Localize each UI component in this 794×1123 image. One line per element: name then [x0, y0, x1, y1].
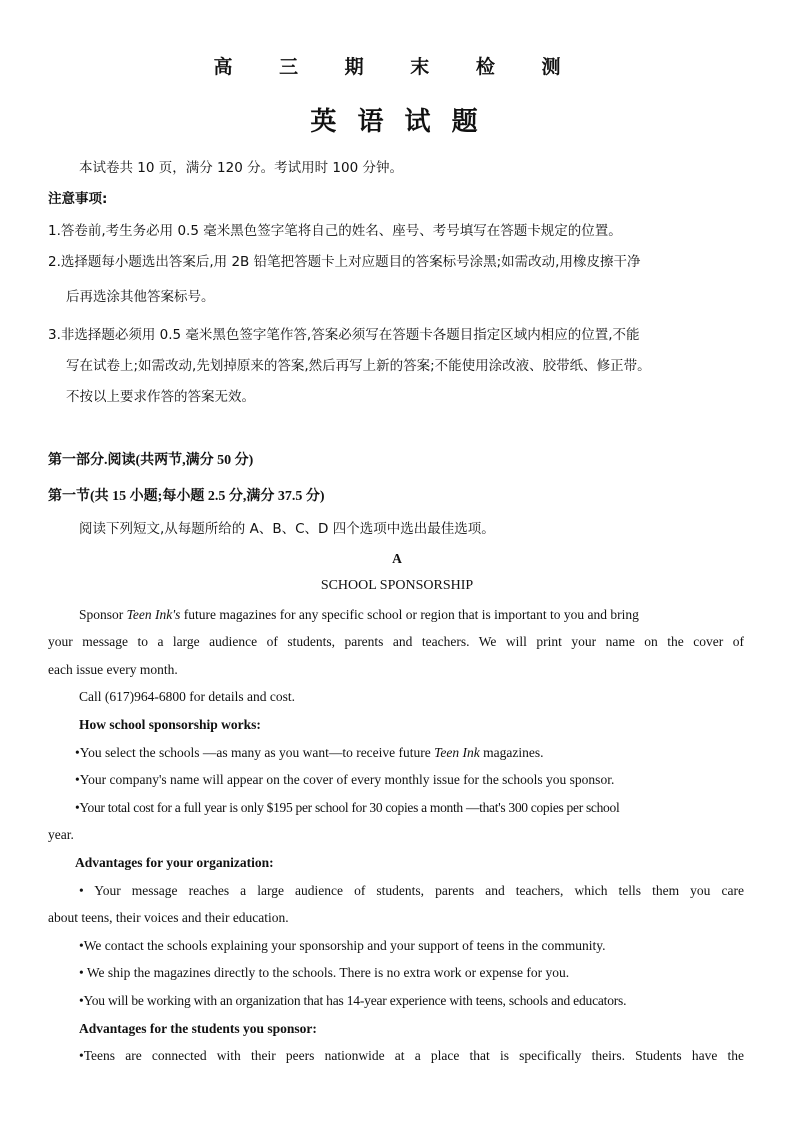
note-item-3-line-3: 不按以上要求作答的答案无效。	[66, 389, 255, 405]
advantages-org-heading: Advantages for your organization:	[75, 855, 274, 870]
p1-text-b: future magazines for any specific school or region that is important to you and bring	[180, 607, 639, 622]
passage-p1-line-1	[79, 606, 744, 624]
bullet-teens-connected: •Teens are connected with their peers nationwide at a place that is specifically theirs. Students have the	[79, 1048, 744, 1063]
bullet-company-name: •Your company's name will appear on the cover of every monthly issue for the schools you sponsor.	[75, 772, 615, 787]
note-item-3-line-1: 3.非选择题必须用 0.5 毫米黑色签字笔作答,答案必须写在答题卡各题目指定区域内相应的位置,不能	[48, 327, 640, 343]
bullet-contact-schools: •We contact the schools explaining your sponsorship and your support of teens in the community.	[79, 938, 606, 953]
exam-intro: 本试卷共 10 页，满分 120 分。考试用时 100 分钟。	[79, 160, 403, 176]
passage-label: A	[392, 551, 402, 566]
bullet-ship-magazines: • We ship the magazines directly to the schools. There is no extra work or expense for you.	[79, 965, 570, 980]
notes-heading: 注意事项:	[48, 191, 108, 207]
bullet-message-line-1: • Your message reaches a large audience of students, parents and teachers, which tells them you care	[79, 883, 744, 898]
passage-p1-line-3: each issue every month.	[48, 662, 178, 677]
bullet-cost-line-1: •Your total cost for a full year is only $195 per school for 30 copies a month —that's 300 copies per school	[75, 800, 620, 815]
bullet-message-line-2: about teens, their voices and their education.	[48, 910, 289, 925]
note-item-1: 1.答卷前,考生务必用 0.5 毫米黑色签字笔将自己的姓名、座号、考号填写在答题卡规定的位置。	[48, 223, 622, 239]
note-item-2-line-2: 后再选涂其他答案标号。	[66, 289, 215, 305]
bullet-select-schools	[75, 744, 544, 762]
p1-text-a: Sponsor	[79, 607, 127, 622]
passage-call-line: Call (617)964-6800 for details and cost.	[79, 689, 295, 704]
note-item-3-line-2: 写在试卷上;如需改动,先划掉原来的答案,然后再写上新的答案;不能使用涂改液、胶带纸、修正带。	[66, 358, 651, 374]
section1-heading: 第一节(共 15 小题;每小题 2.5 分,满分 37.5 分)	[48, 489, 325, 504]
b1-magazine-name: Teen Ink	[434, 745, 480, 760]
exam-subtitle: 英 语 试 题	[310, 107, 484, 137]
passage-title: SCHOOL SPONSORSHIP	[320, 578, 474, 593]
b1-text-a: •You select the schools —as many as you want—to receive future	[75, 745, 435, 760]
exam-title: 高 三 期 末 检 测	[213, 56, 581, 78]
bullet-organization-experience: •You will be working with an organization that has 14-year experience with teens, schools and educators.	[79, 993, 627, 1008]
advantages-students-heading: Advantages for the students you sponsor:	[79, 1021, 317, 1036]
reading-instruction: 阅读下列短文,从每题所给的 A、B、C、D 四个选项中选出最佳选项。	[79, 521, 495, 537]
b1-text-b: magazines.	[479, 745, 544, 760]
p1-magazine-name: Teen Ink's	[126, 607, 181, 622]
how-it-works-heading: How school sponsorship works:	[79, 717, 261, 732]
passage-p1-line-2: your message to a large audience of students, parents and teachers. We will print your name on the cover of	[48, 634, 744, 649]
part1-heading: 第一部分.阅读(共两节,满分 50 分)	[48, 453, 254, 468]
note-item-2-line-1: 2.选择题每小题选出答案后,用 2B 铅笔把答题卡上对应题目的答案标号涂黑;如需改动,用橡皮擦干净	[48, 254, 641, 270]
bullet-cost-line-2: year.	[48, 827, 74, 842]
